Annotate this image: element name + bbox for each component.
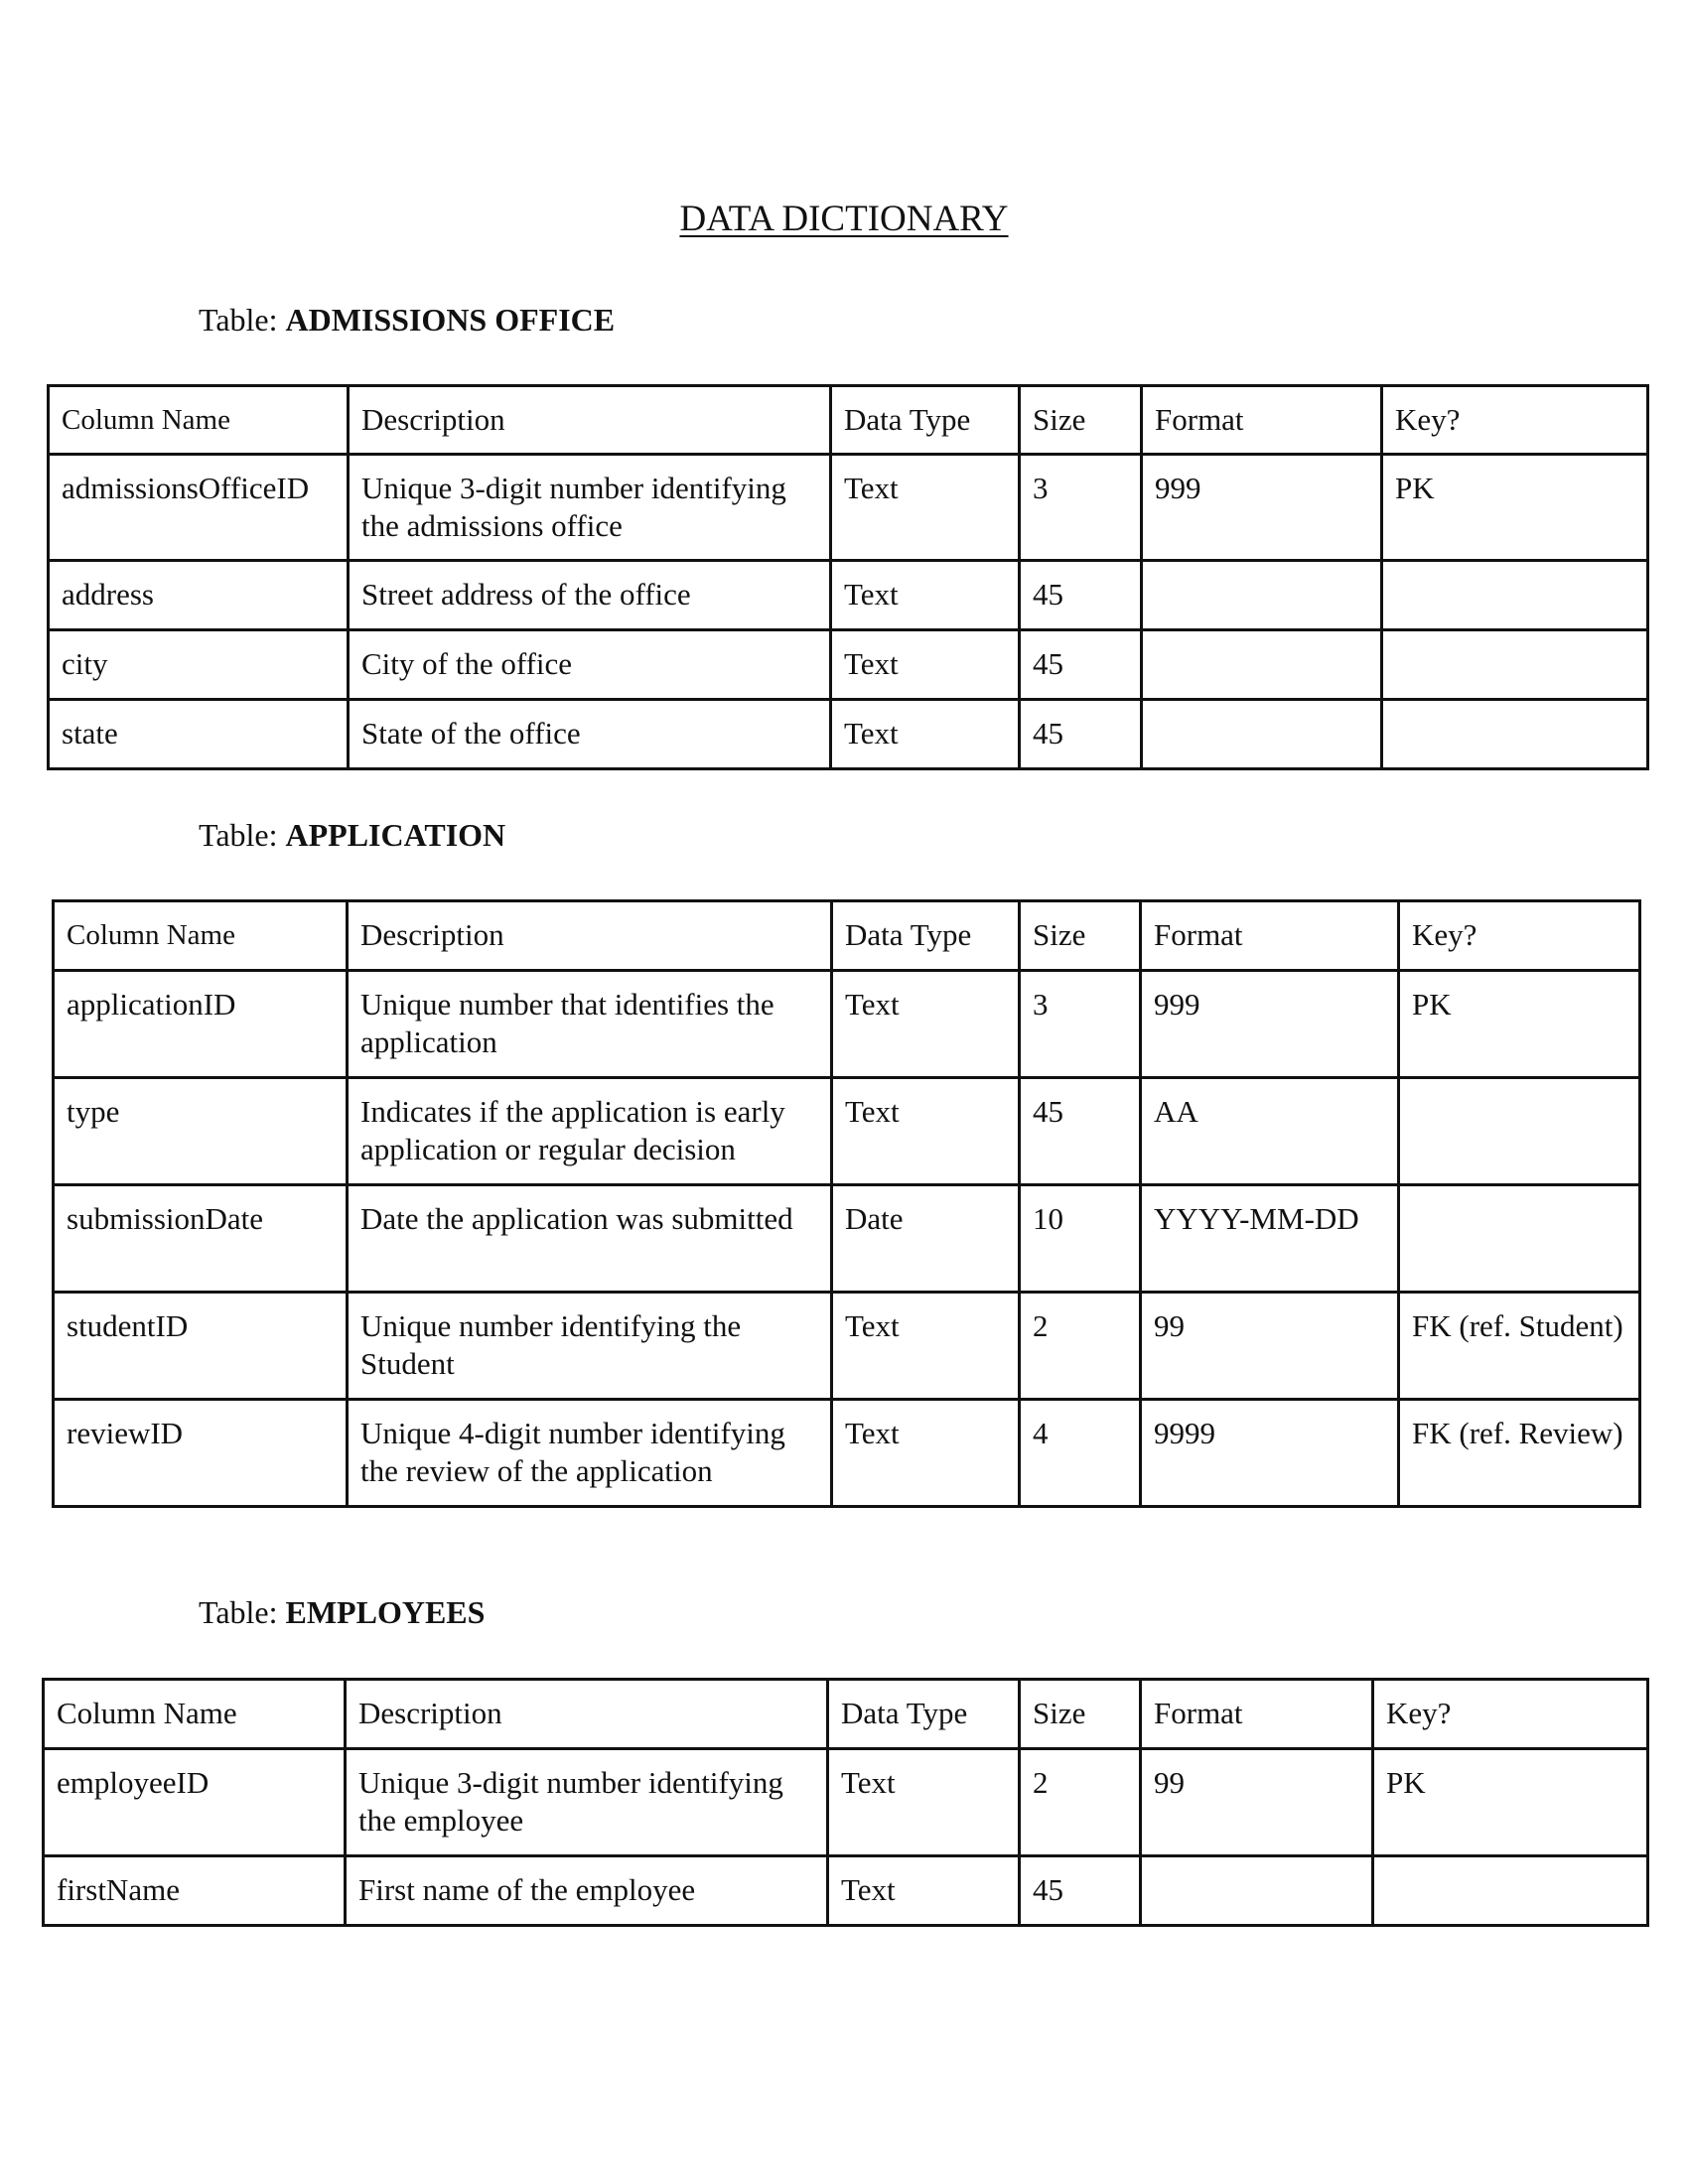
cell-key: PK	[1373, 1749, 1648, 1856]
page-title: DATA DICTIONARY	[679, 199, 1009, 239]
cell-description: Indicates if the application is early application or regular decision	[348, 1078, 832, 1185]
table-row	[54, 1400, 1640, 1507]
cell-data-type: Text	[828, 1856, 1020, 1926]
table-row	[49, 700, 1648, 769]
cell-key	[1373, 1856, 1648, 1926]
cell-key	[1382, 630, 1648, 700]
header-data-type: Data Type	[831, 386, 1020, 455]
table-row	[54, 971, 1640, 1078]
cell-size: 45	[1020, 700, 1142, 769]
cell-data-type: Text	[832, 1078, 1020, 1185]
cell-size: 45	[1020, 1856, 1141, 1926]
cell-size: 3	[1020, 455, 1142, 561]
cell-format: 999	[1141, 971, 1399, 1078]
cell-format: AA	[1141, 1078, 1399, 1185]
cell-format	[1141, 1856, 1373, 1926]
cell-size: 2	[1020, 1749, 1141, 1856]
cell-description: Unique 3-digit number identifying the admissions office	[349, 455, 831, 561]
cell-data-type: Text	[831, 455, 1020, 561]
header-description: Description	[348, 901, 832, 971]
table-row	[49, 455, 1648, 561]
header-row	[54, 901, 1640, 971]
cell-size: 2	[1020, 1293, 1141, 1400]
cell-format: 999	[1142, 455, 1382, 561]
cell-description: First name of the employee	[346, 1856, 828, 1926]
table-name: EMPLOYEES	[285, 1594, 486, 1630]
cell-column-name: city	[49, 630, 349, 700]
table-heading-admissions-office	[199, 300, 615, 340]
table-label-prefix: Table:	[199, 817, 278, 853]
cell-description: Unique 3-digit number identifying the employee	[346, 1749, 828, 1856]
cell-column-name: state	[49, 700, 349, 769]
cell-column-name: reviewID	[54, 1400, 348, 1507]
cell-format: 9999	[1141, 1400, 1399, 1507]
cell-data-type: Text	[832, 1400, 1020, 1507]
header-data-type: Data Type	[828, 1680, 1020, 1749]
cell-column-name: firstName	[44, 1856, 346, 1926]
cell-column-name: submissionDate	[54, 1185, 348, 1293]
cell-size: 45	[1020, 1078, 1141, 1185]
cell-column-name: employeeID	[44, 1749, 346, 1856]
cell-format: 99	[1141, 1749, 1373, 1856]
table-heading-employees	[199, 1592, 485, 1632]
header-column-name: Column Name	[54, 901, 348, 971]
header-data-type: Data Type	[832, 901, 1020, 971]
cell-key	[1399, 1078, 1640, 1185]
cell-column-name: type	[54, 1078, 348, 1185]
cell-column-name: address	[49, 561, 349, 630]
header-row	[44, 1680, 1648, 1749]
cell-description: Date the application was submitted	[348, 1185, 832, 1293]
cell-format	[1142, 700, 1382, 769]
header-key: Key?	[1399, 901, 1640, 971]
table-label-prefix: Table:	[199, 1594, 278, 1630]
admissions-office-table	[47, 384, 1649, 770]
table-heading-application	[199, 815, 505, 855]
cell-description: Unique number that identifies the application	[348, 971, 832, 1078]
cell-size: 45	[1020, 561, 1142, 630]
cell-description: City of the office	[349, 630, 831, 700]
cell-description: State of the office	[349, 700, 831, 769]
application-table	[52, 899, 1641, 1508]
cell-data-type: Text	[828, 1749, 1020, 1856]
cell-key	[1382, 561, 1648, 630]
table-row	[54, 1185, 1640, 1293]
cell-key: PK	[1382, 455, 1648, 561]
header-size: Size	[1020, 1680, 1141, 1749]
cell-key: FK (ref. Review)	[1399, 1400, 1640, 1507]
cell-data-type: Text	[832, 1293, 1020, 1400]
cell-column-name: applicationID	[54, 971, 348, 1078]
table-name: APPLICATION	[285, 817, 506, 853]
cell-size: 3	[1020, 971, 1141, 1078]
table-row	[49, 561, 1648, 630]
cell-data-type: Date	[832, 1185, 1020, 1293]
cell-format	[1142, 630, 1382, 700]
cell-data-type: Text	[831, 630, 1020, 700]
table-row	[44, 1749, 1648, 1856]
header-size: Size	[1020, 386, 1142, 455]
table-row	[49, 630, 1648, 700]
table-row	[44, 1856, 1648, 1926]
header-description: Description	[349, 386, 831, 455]
header-key: Key?	[1382, 386, 1648, 455]
cell-key: PK	[1399, 971, 1640, 1078]
cell-size: 4	[1020, 1400, 1141, 1507]
cell-key	[1382, 700, 1648, 769]
cell-key	[1399, 1185, 1640, 1293]
table-row	[54, 1078, 1640, 1185]
cell-size: 10	[1020, 1185, 1141, 1293]
cell-data-type: Text	[831, 700, 1020, 769]
cell-format	[1142, 561, 1382, 630]
cell-column-name: admissionsOfficeID	[49, 455, 349, 561]
employees-table	[42, 1678, 1649, 1927]
table-row	[54, 1293, 1640, 1400]
header-description: Description	[346, 1680, 828, 1749]
cell-size: 45	[1020, 630, 1142, 700]
cell-format: 99	[1141, 1293, 1399, 1400]
header-column-name: Column Name	[44, 1680, 346, 1749]
cell-key: FK (ref. Student)	[1399, 1293, 1640, 1400]
header-format: Format	[1142, 386, 1382, 455]
header-row	[49, 386, 1648, 455]
table-label-prefix: Table:	[199, 302, 278, 338]
cell-description: Unique number identifying the Student	[348, 1293, 832, 1400]
table-name: ADMISSIONS OFFICE	[285, 302, 616, 338]
header-column-name: Column Name	[49, 386, 349, 455]
header-format: Format	[1141, 901, 1399, 971]
header-size: Size	[1020, 901, 1141, 971]
cell-column-name: studentID	[54, 1293, 348, 1400]
cell-format: YYYY-MM-DD	[1141, 1185, 1399, 1293]
cell-description: Unique 4-digit number identifying the review of the application	[348, 1400, 832, 1507]
cell-description: Street address of the office	[349, 561, 831, 630]
header-format: Format	[1141, 1680, 1373, 1749]
cell-data-type: Text	[832, 971, 1020, 1078]
header-key: Key?	[1373, 1680, 1648, 1749]
cell-data-type: Text	[831, 561, 1020, 630]
